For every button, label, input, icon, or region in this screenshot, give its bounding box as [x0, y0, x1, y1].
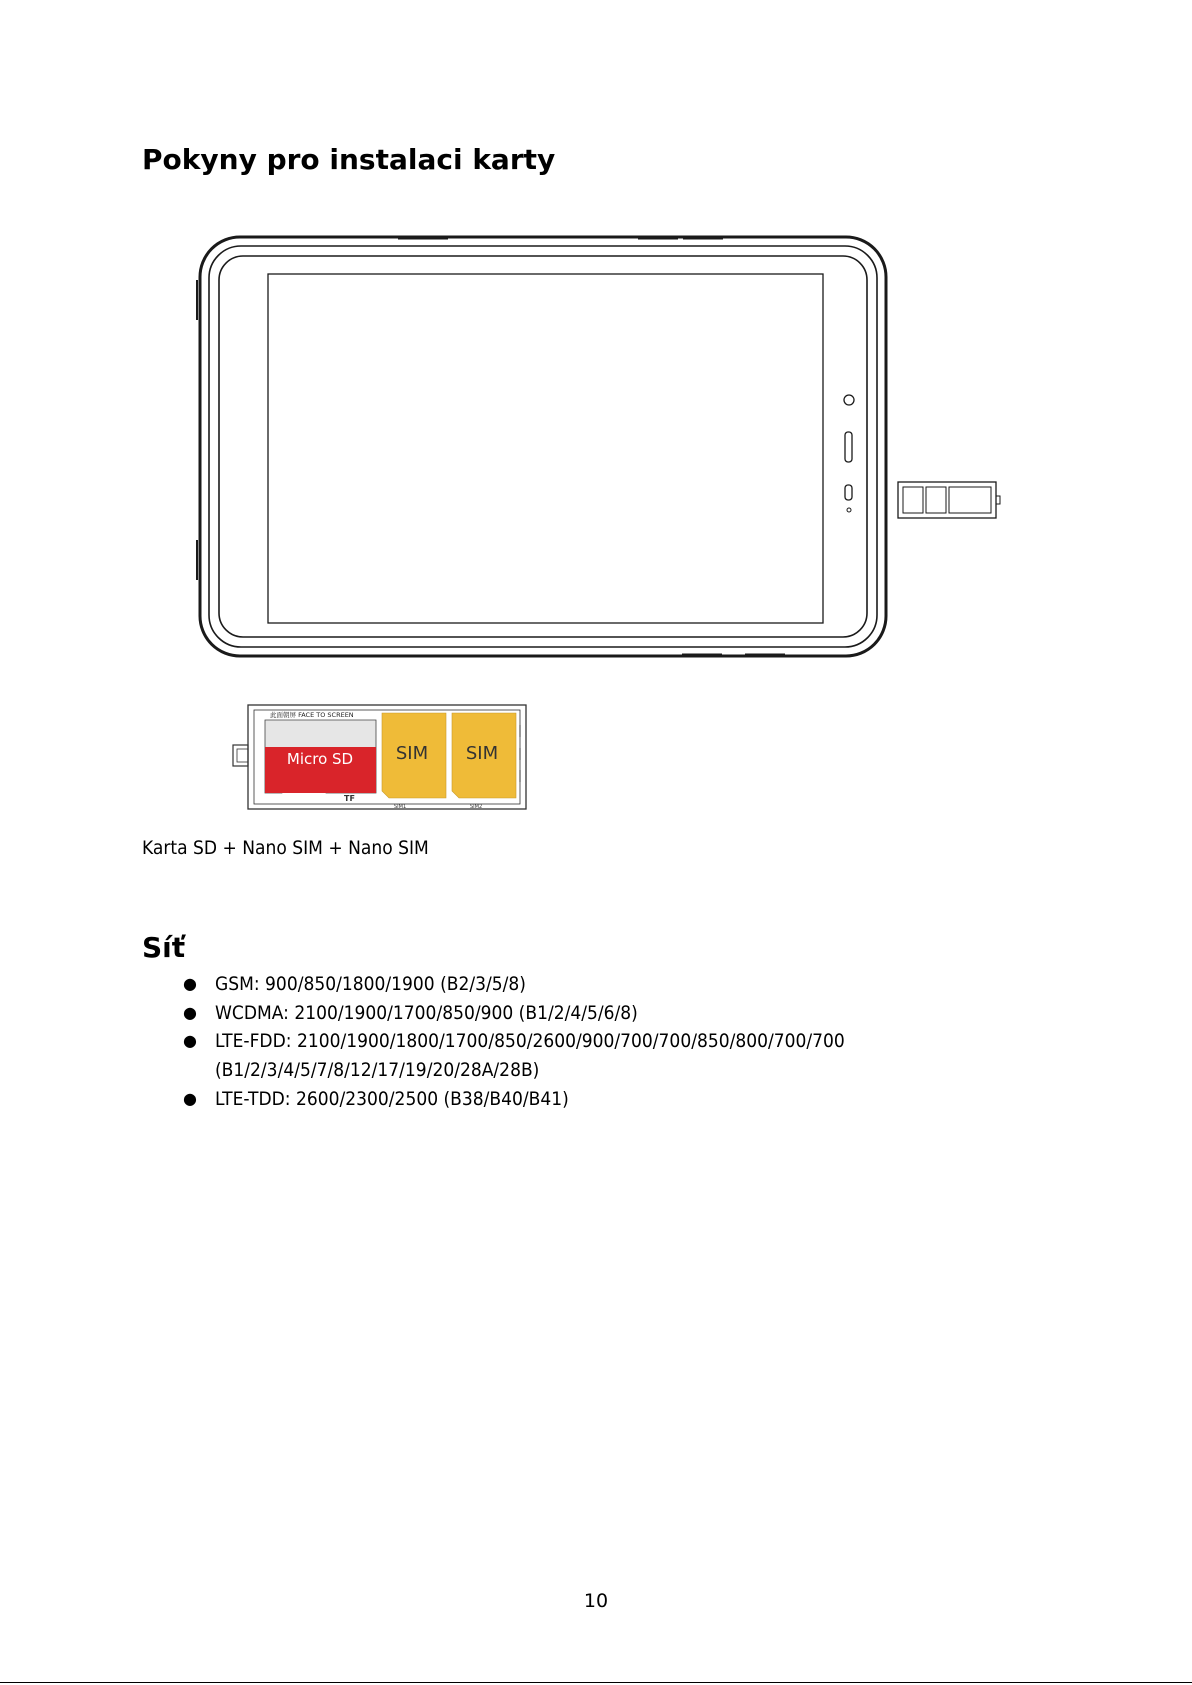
- tray-engraving-tf: TF: [344, 794, 355, 803]
- nano-sim-card-1: [382, 713, 446, 798]
- page-title: Pokyny pro instalaci karty: [142, 143, 556, 176]
- figure-caption: Karta SD + Nano SIM + Nano SIM: [142, 837, 429, 859]
- card-installation-illustration: [0, 0, 1192, 830]
- list-item: [175, 999, 915, 1028]
- bullet-icon: ●: [183, 1088, 197, 1108]
- micro-sd-label: Micro SD: [286, 750, 354, 768]
- card-tray-illustration: [233, 705, 526, 810]
- list-item-text: LTE-FDD: 2100/1900/1800/1700/850/2600/900/700/700/850/800/700/700: [215, 1030, 845, 1053]
- list-item: [175, 1085, 915, 1114]
- page-bottom-rule: [0, 1682, 1192, 1683]
- list-item-text: LTE-TDD: 2600/2300/2500 (B38/B40/B41): [215, 1087, 569, 1110]
- page-number: 10: [583, 1590, 609, 1612]
- bullet-icon: ●: [183, 1002, 197, 1022]
- list-item-continuation: [175, 1056, 915, 1085]
- nano-sim-card-2: [452, 713, 516, 798]
- bullet-icon: ●: [183, 1031, 197, 1051]
- sim-label-2: SIM: [465, 743, 499, 764]
- network-section-title: Síť: [142, 931, 186, 964]
- sim-label-1: SIM: [395, 743, 429, 764]
- micro-sd-card: [265, 720, 376, 793]
- list-item: [175, 1027, 915, 1056]
- tablet-illustration: [197, 237, 1000, 656]
- tray-engraving-sim1: SIM1: [394, 804, 407, 810]
- tray-engraving-sim2: SIM2: [470, 804, 483, 810]
- tray-engraving-face-to-screen: 此面朝屏 FACE TO SCREEN: [270, 711, 354, 719]
- list-item-text: GSM: 900/850/1800/1900 (B2/3/5/8): [215, 973, 526, 995]
- list-item-text: (B1/2/3/4/5/7/8/12/17/19/20/28A/28B): [215, 1059, 540, 1082]
- network-band-list: [175, 970, 915, 1114]
- bullet-icon: ●: [183, 974, 197, 993]
- list-item: [175, 970, 915, 999]
- list-item-text: WCDMA: 2100/1900/1700/850/900 (B1/2/4/5/6/8): [215, 1001, 638, 1024]
